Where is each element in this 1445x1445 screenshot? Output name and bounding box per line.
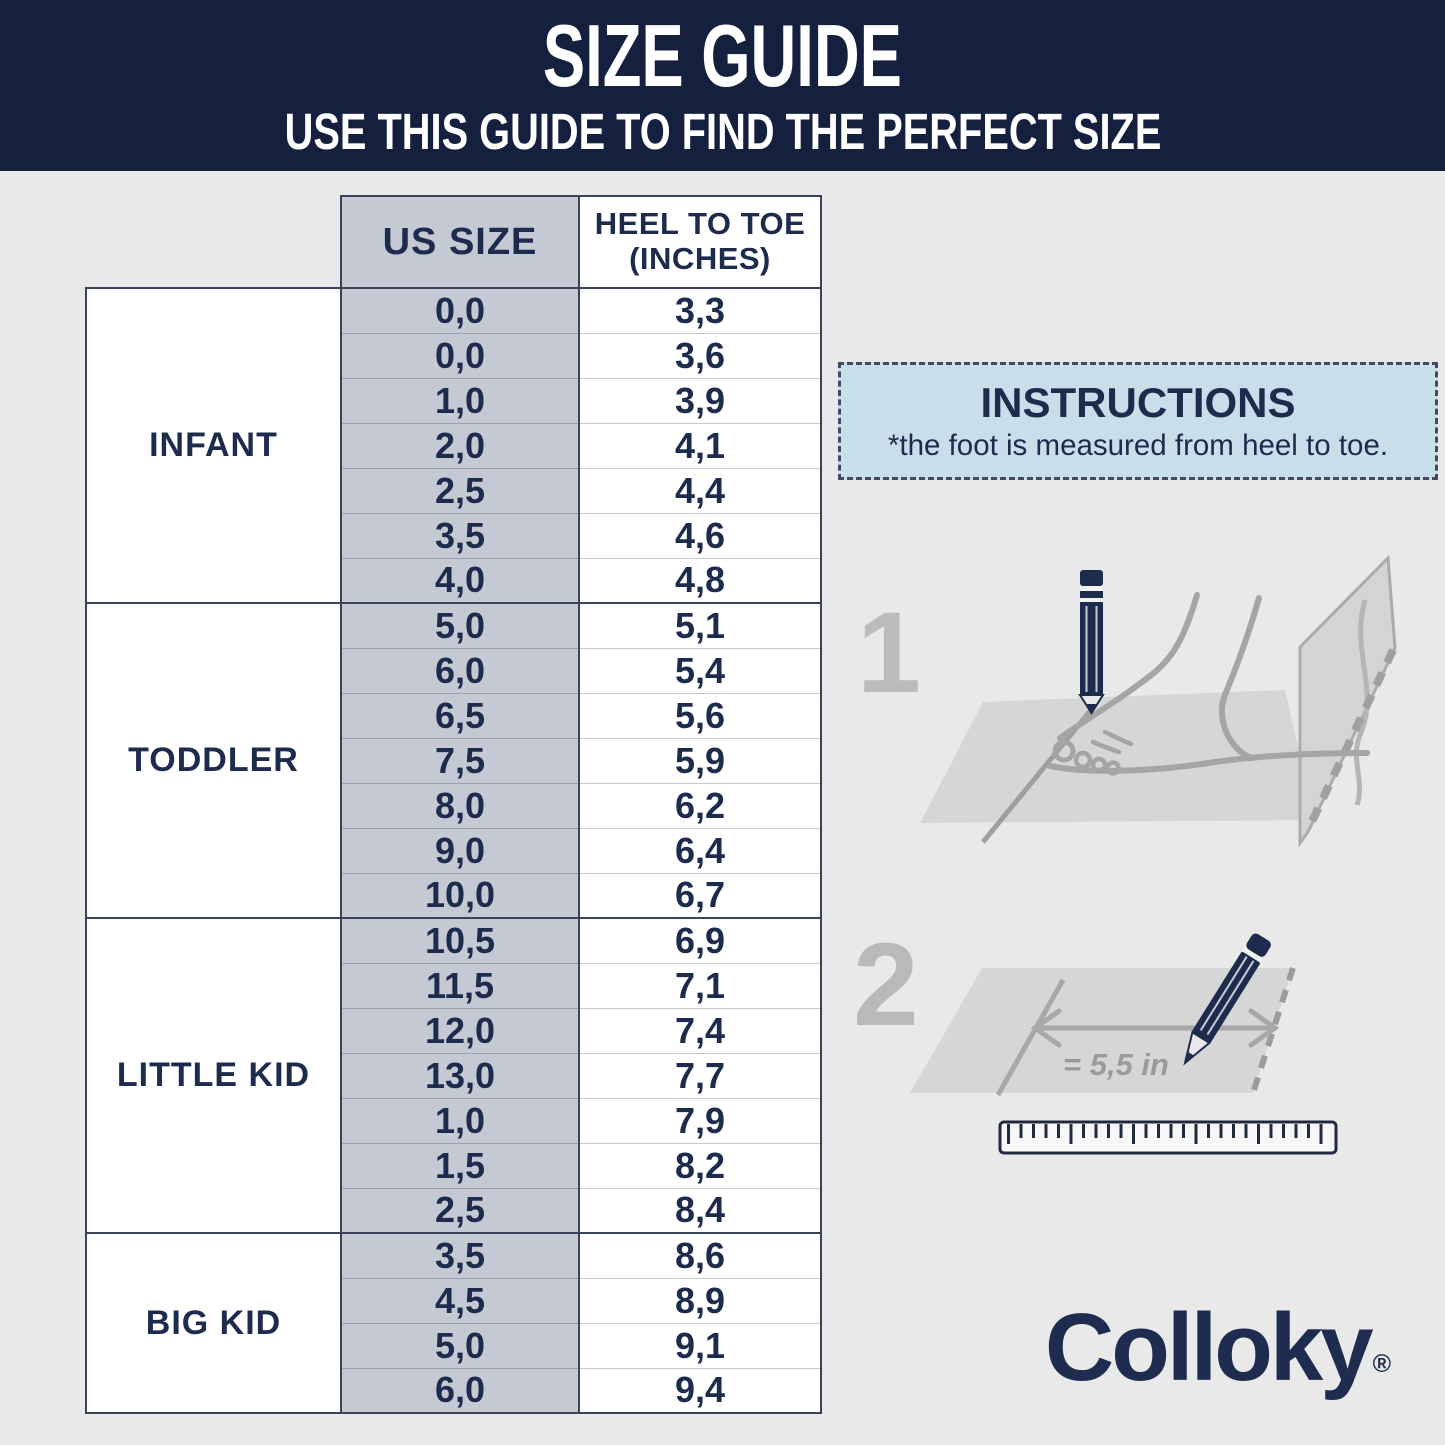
category-cell: LITTLE KID <box>86 918 341 1233</box>
heel-to-toe-cell: 3,6 <box>579 333 821 378</box>
table-header-row <box>86 196 821 288</box>
us-size-cell: 1,0 <box>341 378 579 423</box>
us-size-cell: 0,0 <box>341 333 579 378</box>
instructions-title: INSTRUCTIONS <box>980 378 1296 426</box>
us-size-cell: 2,5 <box>341 468 579 513</box>
heel-to-toe-cell: 4,6 <box>579 513 821 558</box>
header-banner <box>0 0 1445 171</box>
step-2-number: 2 <box>853 925 919 1051</box>
ruler-icon <box>1000 1122 1336 1153</box>
us-size-cell: 4,5 <box>341 1278 579 1323</box>
category-cell: TODDLER <box>86 603 341 918</box>
us-size-cell: 1,5 <box>341 1143 579 1188</box>
us-size-cell: 10,5 <box>341 918 579 963</box>
heel-to-toe-cell: 7,9 <box>579 1098 821 1143</box>
us-size-cell: 5,0 <box>341 1323 579 1368</box>
step-1-illustration <box>845 520 1445 920</box>
us-size-cell: 2,0 <box>341 423 579 468</box>
heel-to-toe-cell: 4,8 <box>579 558 821 603</box>
pencil-icon <box>1080 570 1103 713</box>
us-size-cell: 6,0 <box>341 1368 579 1413</box>
table-row <box>86 288 821 333</box>
category-cell: INFANT <box>86 288 341 603</box>
us-size-cell: 2,5 <box>341 1188 579 1233</box>
us-size-cell: 5,0 <box>341 603 579 648</box>
heel-to-toe-cell: 6,2 <box>579 783 821 828</box>
heel-to-toe-cell: 7,7 <box>579 1053 821 1098</box>
heel-to-toe-cell: 4,1 <box>579 423 821 468</box>
heel-to-toe-cell: 6,4 <box>579 828 821 873</box>
heel-to-toe-cell: 8,6 <box>579 1233 821 1278</box>
heel-to-toe-cell: 5,9 <box>579 738 821 783</box>
wall-shape <box>1300 558 1395 843</box>
heel-to-toe-cell: 6,7 <box>579 873 821 918</box>
us-size-cell: 3,5 <box>341 1233 579 1278</box>
us-size-cell: 3,5 <box>341 513 579 558</box>
us-size-cell: 4,0 <box>341 558 579 603</box>
heel-to-toe-cell: 8,9 <box>579 1278 821 1323</box>
column-header-us-size: US SIZE <box>341 196 579 288</box>
us-size-cell: 10,0 <box>341 873 579 918</box>
heel-header-line1: HEEL TO TOE <box>594 206 806 242</box>
heel-to-toe-cell: 7,1 <box>579 963 821 1008</box>
heel-to-toe-cell: 8,2 <box>579 1143 821 1188</box>
header-spacer-cell <box>86 196 341 288</box>
measurement-label: = 5,5 in <box>1063 1047 1169 1082</box>
heel-to-toe-cell: 7,4 <box>579 1008 821 1053</box>
us-size-cell: 9,0 <box>341 828 579 873</box>
heel-to-toe-cell: 6,9 <box>579 918 821 963</box>
column-header-heel-to-toe <box>579 196 821 288</box>
us-size-cell: 13,0 <box>341 1053 579 1098</box>
heel-to-toe-cell: 3,9 <box>579 378 821 423</box>
step-1-number: 1 <box>857 589 921 717</box>
size-table <box>85 195 822 1414</box>
heel-to-toe-cell: 4,4 <box>579 468 821 513</box>
brand-name: Colloky <box>1044 1294 1371 1401</box>
heel-to-toe-cell: 5,6 <box>579 693 821 738</box>
us-size-cell: 6,0 <box>341 648 579 693</box>
brand-logo <box>1018 1294 1418 1401</box>
heel-header-line2: (INCHES) <box>629 241 771 276</box>
table-row <box>86 603 821 648</box>
table-row <box>86 918 821 963</box>
heel-to-toe-cell: 8,4 <box>579 1188 821 1233</box>
heel-to-toe-cell: 9,1 <box>579 1323 821 1368</box>
size-table-body <box>86 288 821 1413</box>
us-size-cell: 6,5 <box>341 693 579 738</box>
table-row <box>86 1233 821 1278</box>
instructions-box <box>838 362 1438 480</box>
page-subtitle: USE THIS GUIDE TO FIND THE PERFECT SIZE <box>284 102 1161 160</box>
us-size-cell: 0,0 <box>341 288 579 333</box>
us-size-cell: 11,5 <box>341 963 579 1008</box>
us-size-cell: 1,0 <box>341 1098 579 1143</box>
step-2-illustration <box>845 925 1445 1255</box>
heel-to-toe-cell: 5,4 <box>579 648 821 693</box>
us-size-cell: 8,0 <box>341 783 579 828</box>
registered-mark: ® <box>1372 1350 1392 1378</box>
instructions-note: *the foot is measured from heel to toe. <box>887 428 1389 462</box>
heel-to-toe-cell: 5,1 <box>579 603 821 648</box>
heel-to-toe-cell: 9,4 <box>579 1368 821 1413</box>
us-size-cell: 7,5 <box>341 738 579 783</box>
us-size-cell: 12,0 <box>341 1008 579 1053</box>
heel-to-toe-cell: 3,3 <box>579 288 821 333</box>
category-cell: BIG KID <box>86 1233 341 1413</box>
page-title: SIZE GUIDE <box>542 6 903 106</box>
